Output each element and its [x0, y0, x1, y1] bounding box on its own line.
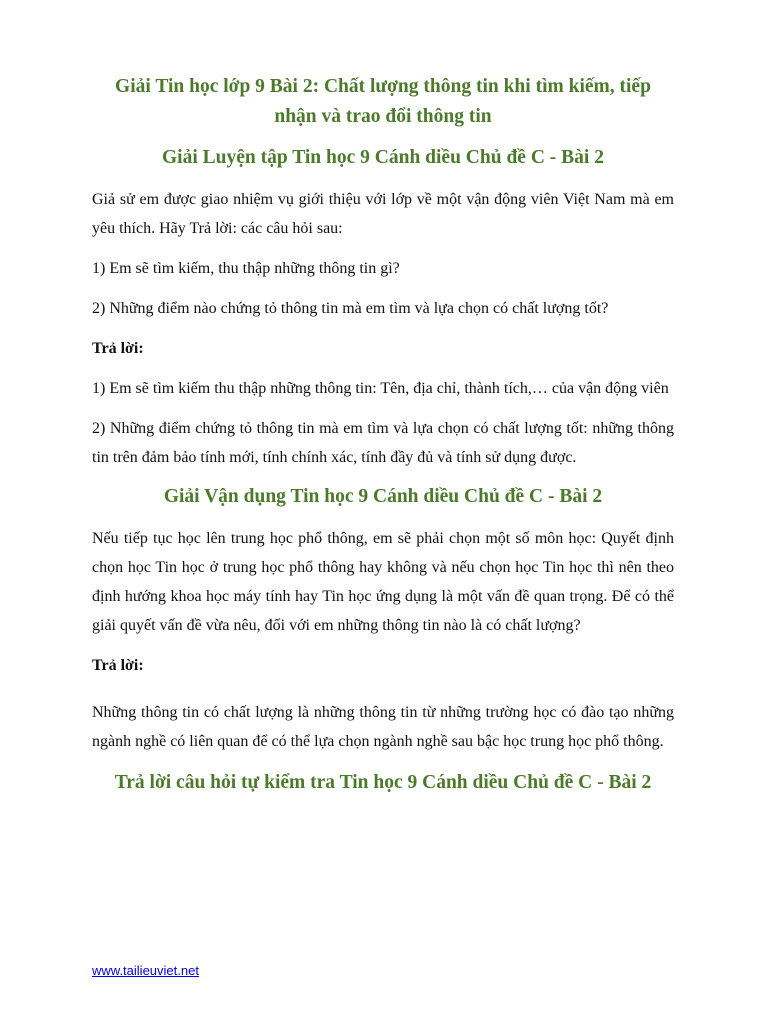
footer-website-link[interactable]: www.tailieuviet.net	[92, 963, 199, 978]
document-content	[92, 72, 674, 798]
practice-question-1: 1) Em sẽ tìm kiếm, thu thập những thông tin gì?	[92, 260, 400, 277]
application-answer-label: Trả lời:	[92, 657, 144, 674]
practice-intro: Giả sử em được giao nhiệm vụ giới thiệu với lớp về một vận động viên Việt Nam mà em yêu thích. Hãy Trả lời: các câu hỏi sau:	[92, 191, 674, 237]
application-intro: Nếu tiếp tục học lên trung học phổ thông, em sẽ phải chọn một số môn học: Quyết định chọn học Tin học ở trung học phổ thông hay không và nếu chọn học Tin học thì nên theo định hướng khoa học máy tính hay Tin học ứng dụng là một vấn đề quan trọng. Để có thể giải quyết vấn đề vừa nêu, đối với em những thông tin nào là có chất lượng?	[92, 530, 674, 634]
practice-question-2: 2) Những điểm nào chứng tỏ thông tin mà em tìm và lựa chọn có chất lượng tốt?	[92, 300, 609, 317]
practice-answer-label: Trả lời:	[92, 340, 144, 357]
application-answer: Những thông tin có chất lượng là những thông tin từ những trường học có đào tạo những ngành nghề có liên quan để có thể lựa chọn ngành nghề sau bậc học trung học phổ thông.	[92, 704, 674, 750]
document-title: Giải Tin học lớp 9 Bài 2: Chất lượng thông tin khi tìm kiếm, tiếp nhận và trao đổi thông tin	[115, 76, 651, 127]
practice-answer-2: 2) Những điểm chứng tỏ thông tin mà em tìm và lựa chọn có chất lượng tốt: những thông tin trên đảm bảo tính mới, tính chính xác, tính đầy đủ và tính sử dụng được.	[92, 420, 674, 466]
section-heading-self-check: Trả lời câu hỏi tự kiểm tra Tin học 9 Cánh diều Chủ đề C - Bài 2	[114, 772, 652, 793]
section-heading-practice: Giải Luyện tập Tin học 9 Cánh diều Chủ đề C - Bài 2	[162, 147, 604, 168]
section-heading-application: Giải Vận dụng Tin học 9 Cánh diều Chủ đề C - Bài 2	[163, 486, 603, 507]
practice-answer-1: 1) Em sẽ tìm kiếm thu thập những thông tin: Tên, địa chỉ, thành tích,… của vận động viên	[92, 380, 669, 397]
